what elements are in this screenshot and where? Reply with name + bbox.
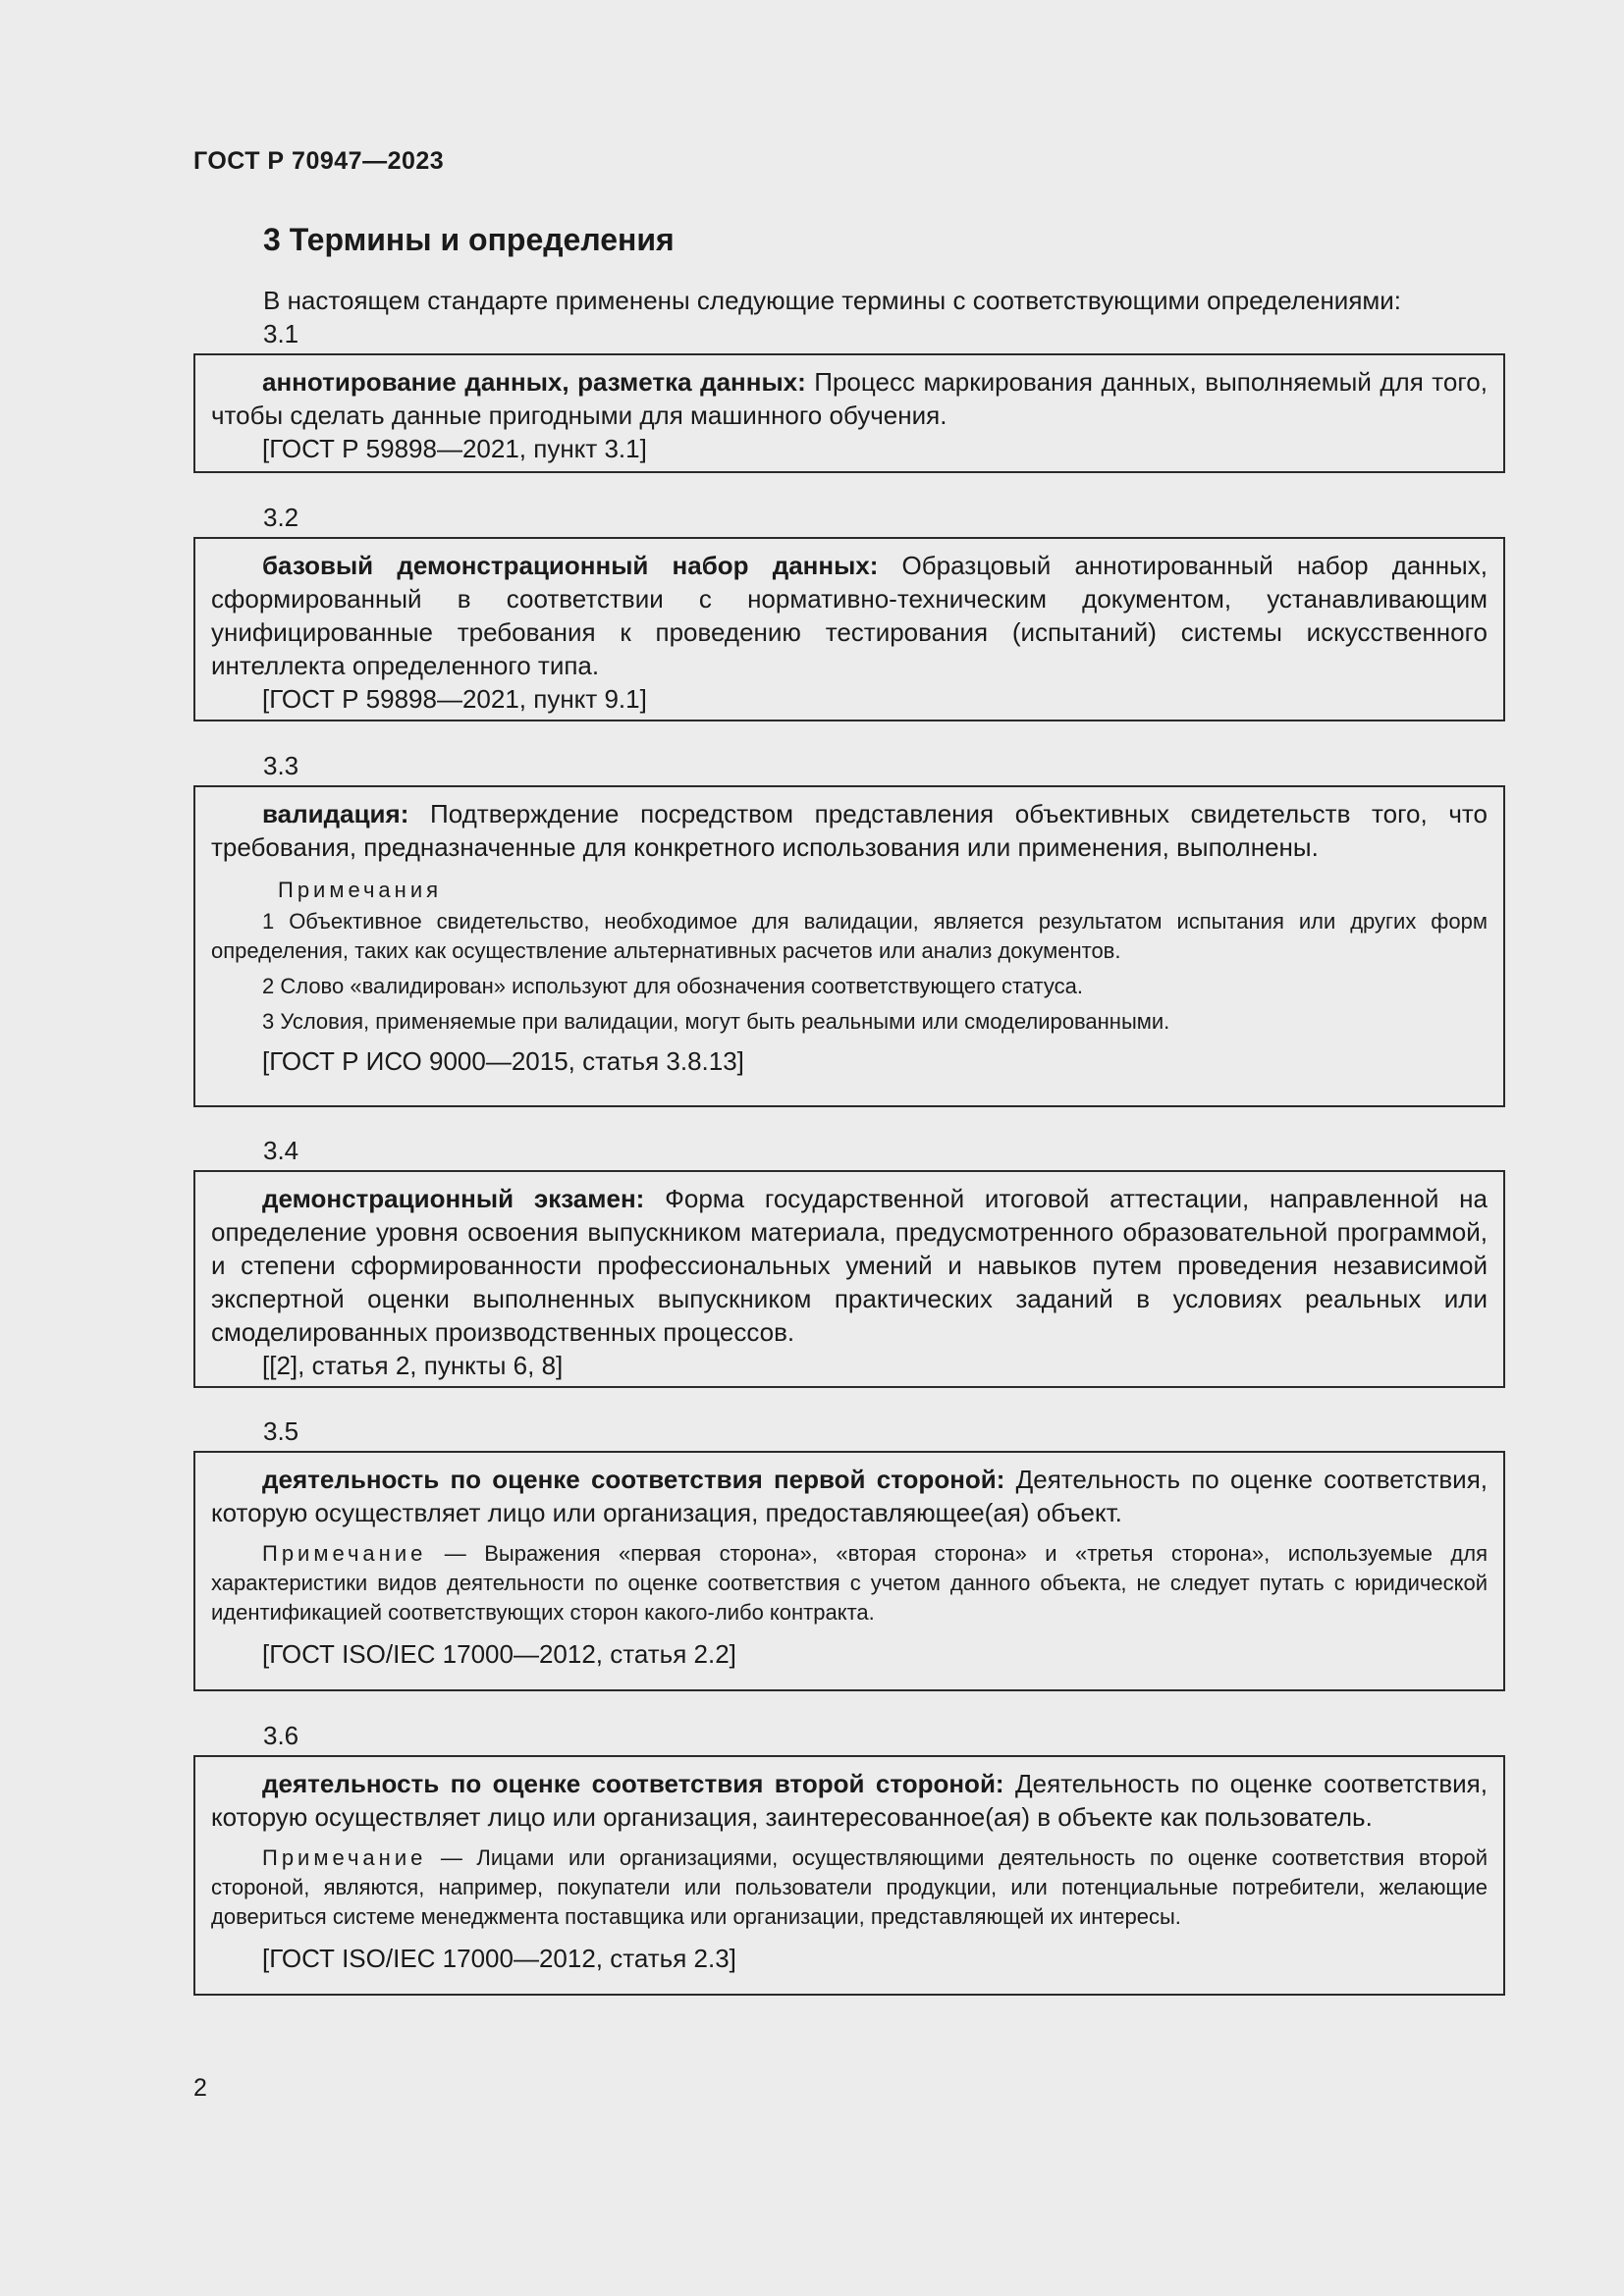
term-source: [[2], статья 2, пункты 6, 8] bbox=[262, 1351, 564, 1380]
term-definition bbox=[211, 549, 1488, 682]
term-source: [ГОСТ Р 59898—2021, пункт 9.1] bbox=[262, 684, 647, 714]
term-source: [ГОСТ Р 59898—2021, пункт 3.1] bbox=[262, 434, 647, 463]
term-box bbox=[193, 353, 1505, 473]
note-item bbox=[211, 1843, 1488, 1932]
note-label: Примечание bbox=[262, 1541, 427, 1566]
term-name: деятельность по оценке соответствия второй стороной: bbox=[262, 1769, 1004, 1798]
term-number: 3.1 bbox=[263, 319, 299, 348]
term-definition-text: Деятельность по оценке соответствия, которую осуществляет лицо или организация, предоставляющее(ая) объект. bbox=[211, 1465, 1488, 1527]
term-box bbox=[193, 1451, 1505, 1691]
note-item: 1 Объективное свидетельство, необходимое для валидации, является результатом испытания или других форм определения, таких как осуществление альтернативных расчетов или анализ документов. bbox=[211, 909, 1488, 963]
term-source: [ГОСТ Р ИСО 9000—2015, статья 3.8.13] bbox=[262, 1046, 744, 1076]
term-definition bbox=[211, 365, 1488, 432]
term-number: 3.3 bbox=[263, 751, 299, 780]
term-number: 3.5 bbox=[263, 1416, 299, 1446]
term-definition-text: Образцовый аннотированный набор данных, сформированный в соответствии с нормативно-техническим документом, устанавливающим унифицированные требования к проведению тестирования (испытаний) системы искусственного интеллекта определенного типа. bbox=[211, 551, 1488, 680]
term-name: аннотирование данных, разметка данных: bbox=[262, 367, 806, 397]
note-text: — Лицами или организациями, осуществляющими деятельность по оценке соответствия второй стороной, являются, например, покупатели или пользователи продукции, или потенциальные потребители, желающие довериться системе менеджмента поставщика или организации, представляющей их интересы. bbox=[211, 1845, 1488, 1929]
term-definition-text: Процесс маркирования данных, выполняемый для того, чтобы сделать данные пригодными для машинного обучения. bbox=[211, 367, 1488, 430]
term-box bbox=[193, 1755, 1505, 1996]
term-definition bbox=[211, 797, 1488, 864]
term-source: [ГОСТ ISO/IEC 17000—2012, статья 2.3] bbox=[262, 1944, 736, 1973]
term-box bbox=[193, 1170, 1505, 1388]
term-definition bbox=[211, 1463, 1488, 1529]
note-item bbox=[211, 1539, 1488, 1628]
intro-text: В настоящем стандарте применены следующие термины с соответствующими определениями: bbox=[263, 286, 1402, 315]
term-name: валидация: bbox=[262, 799, 409, 828]
term-number: 3.4 bbox=[263, 1136, 299, 1165]
document-header: ГОСТ Р 70947—2023 bbox=[193, 147, 445, 175]
note-item: 2 Слово «валидирован» используют для обозначения соответствующего статуса. bbox=[262, 974, 1083, 998]
note-item: 3 Условия, применяемые при валидации, могут быть реальными или смоделированными. bbox=[262, 1009, 1170, 1034]
term-number: 3.2 bbox=[263, 503, 299, 532]
term-definition bbox=[211, 1767, 1488, 1834]
term-definition-text: Подтверждение посредством представления объективных свидетельств того, что требования, предназначенные для конкретного использования или применения, выполнены. bbox=[211, 799, 1488, 862]
term-source: [ГОСТ ISO/IEC 17000—2012, статья 2.2] bbox=[262, 1639, 736, 1669]
page-number: 2 bbox=[193, 2074, 207, 2102]
term-number: 3.6 bbox=[263, 1721, 299, 1750]
term-name: базовый демонстрационный набор данных: bbox=[262, 551, 879, 580]
note-label: Примечание bbox=[262, 1845, 427, 1870]
term-name: деятельность по оценке соответствия первой стороной: bbox=[262, 1465, 1005, 1494]
term-definition-text: Деятельность по оценке соответствия, которую осуществляет лицо или организация, заинтересованное(ая) в объекте как пользователь. bbox=[211, 1769, 1488, 1832]
note-text: — Выражения «первая сторона», «вторая сторона» и «третья сторона», используемые для характеристики видов деятельности по оценке соответствия с учетом данного объекта, не следует путать с юридической идентификацией соответствующих сторон какого-либо контракта. bbox=[211, 1541, 1488, 1625]
term-name: демонстрационный экзамен: bbox=[262, 1184, 645, 1213]
term-box bbox=[193, 537, 1505, 721]
term-box bbox=[193, 785, 1505, 1107]
term-definition bbox=[211, 1182, 1488, 1349]
notes-title: Примечания bbox=[278, 878, 443, 902]
section-title: 3 Термины и определения bbox=[263, 222, 675, 257]
term-definition-text: Форма государственной итоговой аттестации, направленной на определение уровня освоения выпускником материала, предусмотренного образовательной программой, и степени сформированности профессиональных умений и навыков путем проведения независимой экспертной оценки выполненных выпускником практических заданий в условиях реальных или смоделированных производственных процессов. bbox=[211, 1184, 1488, 1347]
